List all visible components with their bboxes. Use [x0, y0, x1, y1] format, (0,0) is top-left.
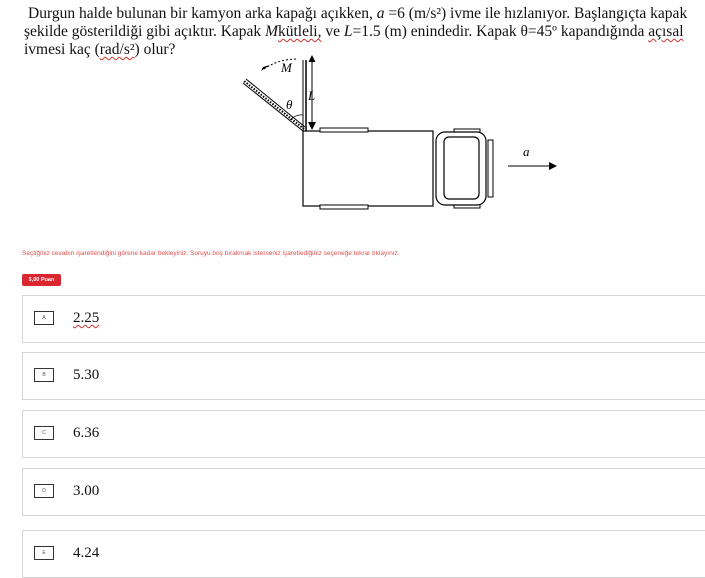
option-value: 5.30	[73, 367, 100, 383]
option-value: 2.25	[73, 310, 100, 326]
option-letter[interactable]: C	[34, 426, 54, 440]
tailgate-open-edge-1	[243, 83, 303, 131]
option-letter[interactable]: E	[34, 546, 54, 560]
wheel-bottom-left	[320, 205, 368, 209]
option-letter[interactable]: B	[34, 368, 54, 382]
variable-a: a	[376, 5, 385, 22]
spellcheck-word: açısal	[648, 23, 684, 40]
front-bumper	[488, 140, 493, 197]
option-c[interactable]	[22, 410, 705, 458]
question-line-3: ivmesi kaç (rad/s²) olur?	[24, 41, 176, 58]
variable-M: M	[265, 23, 278, 40]
option-value: 3.00	[73, 483, 100, 499]
wheel-top-left	[320, 128, 368, 132]
label-L: L	[308, 88, 316, 103]
answer-instructions: Seçtiğiniz cevabın işaretlendiğini görene kadar bekleyiniz. Soruyu boş bırakmak isterseniz işaretlediğiniz seçeneğe tekrar tıklayınız.	[22, 250, 400, 257]
option-value: 6.36	[73, 425, 100, 441]
label-theta: θ	[286, 97, 293, 112]
truck-diagram	[230, 52, 570, 214]
points-badge: 5,00 Puan	[22, 274, 61, 286]
option-e[interactable]	[22, 530, 705, 578]
arc-arrowhead	[261, 65, 270, 71]
label-acceleration: a⃗	[523, 144, 540, 159]
tailgate-open-edge-2	[246, 79, 305, 127]
option-letter[interactable]: A	[34, 311, 54, 325]
tailgate-hatch	[244, 81, 304, 129]
dimension-arrow-up	[309, 55, 316, 62]
cab-window	[444, 137, 479, 199]
option-letter[interactable]: D	[34, 484, 54, 498]
truck-body	[303, 131, 433, 206]
question-text	[24, 5, 688, 59]
option-b[interactable]	[22, 352, 705, 400]
variable-L: L	[343, 23, 353, 40]
label-M: M	[281, 60, 292, 75]
question-line-2: şekilde gösterildiği gibi açıktır. Kapak Mkütleli, ve L=1.5 (m) enindedir. Kapak θ=45º kapandığında açısal	[24, 23, 684, 40]
question-line-1: Durgun halde bulunan bir kamyon arka kapağı açıkken, a =6 (m/s²) ivme ile hızlanıyor. Başlangıçta kapak	[28, 5, 688, 22]
spellcheck-word: kütleli,	[277, 23, 322, 40]
spellcheck-word: rad/s²	[99, 41, 135, 58]
option-a[interactable]	[22, 295, 705, 343]
option-value: 4.24	[73, 545, 100, 561]
option-d[interactable]	[22, 468, 705, 516]
